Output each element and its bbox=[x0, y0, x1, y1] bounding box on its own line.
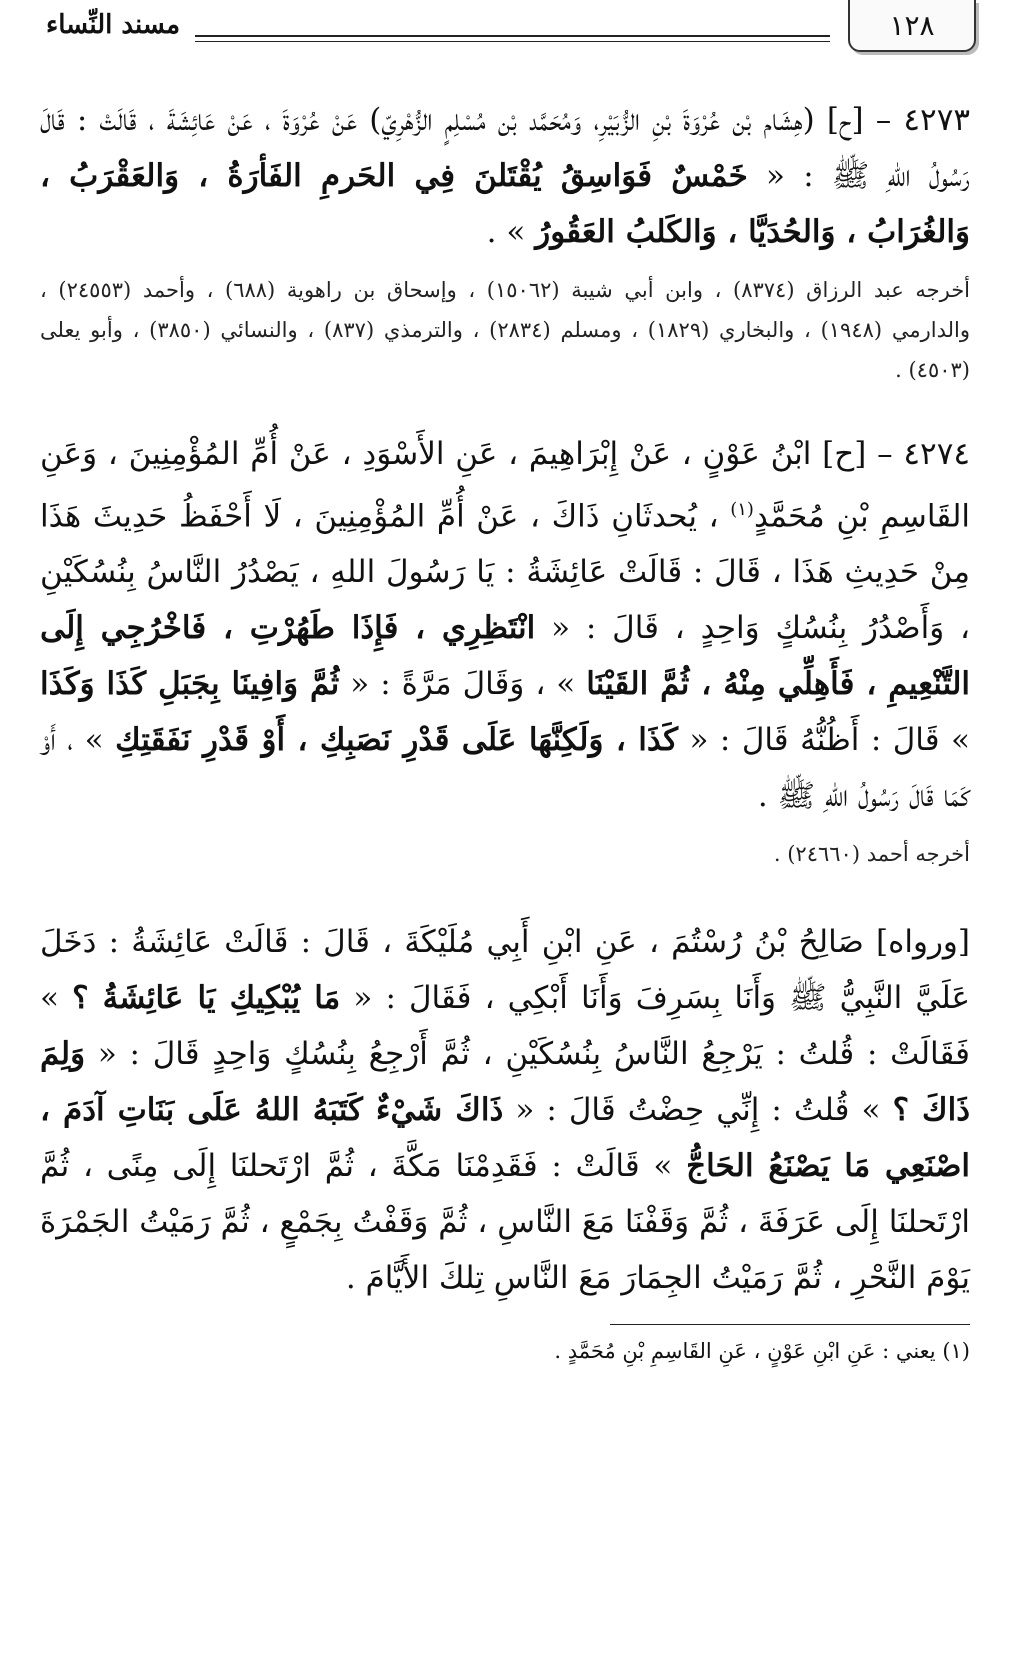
footnote-rule bbox=[610, 1324, 970, 1325]
hadith-matn: خَمْسٌ فَوَاسِقُ يُقْتَلنَ فِي الحَرمِ الفَأرَةُ ، وَالعَقْرَبُ ، وَالغُرَابُ ، وَالحُدَيَّا ، وَالكَلبُ العَقُورُ bbox=[40, 158, 970, 250]
narration-quote: وَلِمَ ذَاكَ ؟ bbox=[40, 1036, 971, 1129]
hadith-text: » ، وَقَالَ مَرَّةً : « bbox=[350, 666, 576, 703]
page-header bbox=[0, 0, 1010, 60]
hadith-chain: – [ح] (هِشَام بْن عُرْوَةَ بْنِ الزُّبَيْرِ، وَمُحَمَّد بْن مُسْلِمٍ الزُّهْرِيّ) عَنْ عُرْوَةَ ، عَنْ عَائِشَةَ ، قَالَتْ : قَالَ رَسُولُ اللهِ ﷺ : « bbox=[40, 102, 970, 194]
hadith-text: ، يُحدثَانِ ذَاكَ ، عَنْ أُمِّ المُؤْمِنِينَ ، لَا أَحْفَظُ حَدِيثَ هَذَا مِنْ حَدِيثِ هَذَا ، قَالَ : قَالَتْ عَائِشَةُ : يَا رَسُولَ اللهِ ، يَصْدُرُ النَّاسُ بِنُسُكَيْنِ ، وَأَصْدُرُ بِنُسُكٍ وَاحِدٍ ، قَالَ : « bbox=[40, 498, 970, 647]
hadith-matn: ثُمَّ وَافِينَا بِجَبَلِ كَذَا وَكَذَا bbox=[40, 666, 340, 703]
hadith-end: » . bbox=[486, 214, 526, 250]
hadith-4274 bbox=[40, 426, 970, 824]
narration-text: » قَالَتْ : فَقَدِمْنَا مَكَّةَ ، ثُمَّ ارْتَحلنَا إِلَى مِنًى ، ثُمَّ ارْتَحلنَا إِلَى عَرَفَةَ ، ثُمَّ وَقَفْنَا مَعَ النَّاسِ ، ثُمَّ وَقَفْتُ بِجَمْعٍ ، ثُمَّ رَمَيْتُ الجَمْرَةَ يَوْمَ النَّحْرِ ، ثُمَّ رَمَيْتُ الجِمَارَ مَعَ النَّاسِ تِلكَ الأَيَّامَ . bbox=[40, 1148, 970, 1297]
takhrij-4273: أخرجه عبد الرزاق (٨٣٧٤) ، وابن أبي شيبة (١٥٠٦٢) ، وإسحاق بن راهوية (٦٨٨) ، وأحمد (٢٤٥٥٣) ، والدارمي (١٩٤٨) ، والبخاري (١٨٢٩) ، ومسلم (٢٨٣٤) ، والترمذي (٨٣٧) ، والنسائي (٣٨٥٠) ، وأبو يعلى (٤٥٠٣) . bbox=[40, 278, 971, 382]
footnote: (١) يعني : عَنِ ابْنِ عَوْنٍ ، عَنِ القَاسِمِ بْنِ مُحَمَّدٍ . bbox=[554, 1339, 970, 1364]
header-rule-thin bbox=[195, 41, 830, 42]
running-title: مسند النِّساء bbox=[46, 10, 180, 40]
page-number: ١٢٨ bbox=[848, 0, 976, 52]
narration-quote: ذَاكَ شَيْءٌ كَتَبَهُ اللهُ عَلَى بَنَاتِ آدَمَ ، اصْنَعِي مَا يَصْنَعُ الحَاجُّ bbox=[40, 1092, 971, 1185]
takhrij-4274: أخرجه أحمد (٢٤٦٦٠) . bbox=[773, 842, 970, 867]
footnote-marker: (١) bbox=[730, 499, 754, 520]
hadith-text: » قَالَ : أَظُنُّهُ قَالَ : « bbox=[689, 722, 971, 759]
narration-text: [ورواه] صَالِحُ بْنُ رُسْتُمَ ، عَنِ ابْنِ أَبِي مُلَيْكَةَ ، قَالَ : قَالَتْ عَائِشَةُ : دَخَلَ عَلَيَّ النَّبِيُّ ﷺ وَأَنَا بِسَرِفَ وَأَنَا أَبْكِي ، فَقَالَ : « bbox=[40, 924, 970, 1017]
header-rule bbox=[195, 35, 830, 37]
hadith-matn: انْتَظِرِي ، فَإِذَا طَهُرْتِ ، فَاخْرُجِي إِلَى التَّنْعِيمِ ، فَأَهِلِّي مِنْهُ ، ثُمَّ القَيْنَا bbox=[40, 610, 971, 703]
page-body bbox=[40, 92, 970, 1369]
narration-salih bbox=[40, 914, 970, 1306]
hadith-matn: كَذَا ، وَلَكِنَّهَا عَلَى قَدْرِ نَصَبِكِ ، أَوْ قَدْرِ نَفَقَتِكِ bbox=[115, 722, 678, 759]
hadith-4273 bbox=[40, 92, 970, 260]
hadith-text: » ، أَوْ كَمَا قَالَ رَسُولُ اللهِ ﷺ . bbox=[40, 722, 970, 815]
narration-text: » قُلتُ : إِنِّي حِضْتُ قَالَ : « bbox=[515, 1092, 881, 1129]
narration-text: » فَقَالَتْ : قُلتُ : يَرْجِعُ النَّاسُ بِنُسُكَيْنِ ، ثُمَّ أَرْجِعُ بِنُسُكٍ وَاحِدٍ قَالَ : « bbox=[40, 980, 970, 1073]
narration-quote: مَا يُبْكِيكِ يَا عَائِشَةُ ؟ bbox=[72, 980, 341, 1017]
hadith-number: ٤٢٧٣ bbox=[903, 102, 971, 138]
hadith-text: – [ح] ابْنُ عَوْنٍ ، عَنْ إِبْرَاهِيمَ ، عَنِ الأَسْوَدِ ، عَنْ أُمِّ المُؤْمِنِينَ ، وَعَنِ القَاسِمِ بْنِ مُحَمَّدٍ bbox=[40, 436, 971, 535]
hadith-number: ٤٢٧٤ bbox=[903, 436, 970, 472]
